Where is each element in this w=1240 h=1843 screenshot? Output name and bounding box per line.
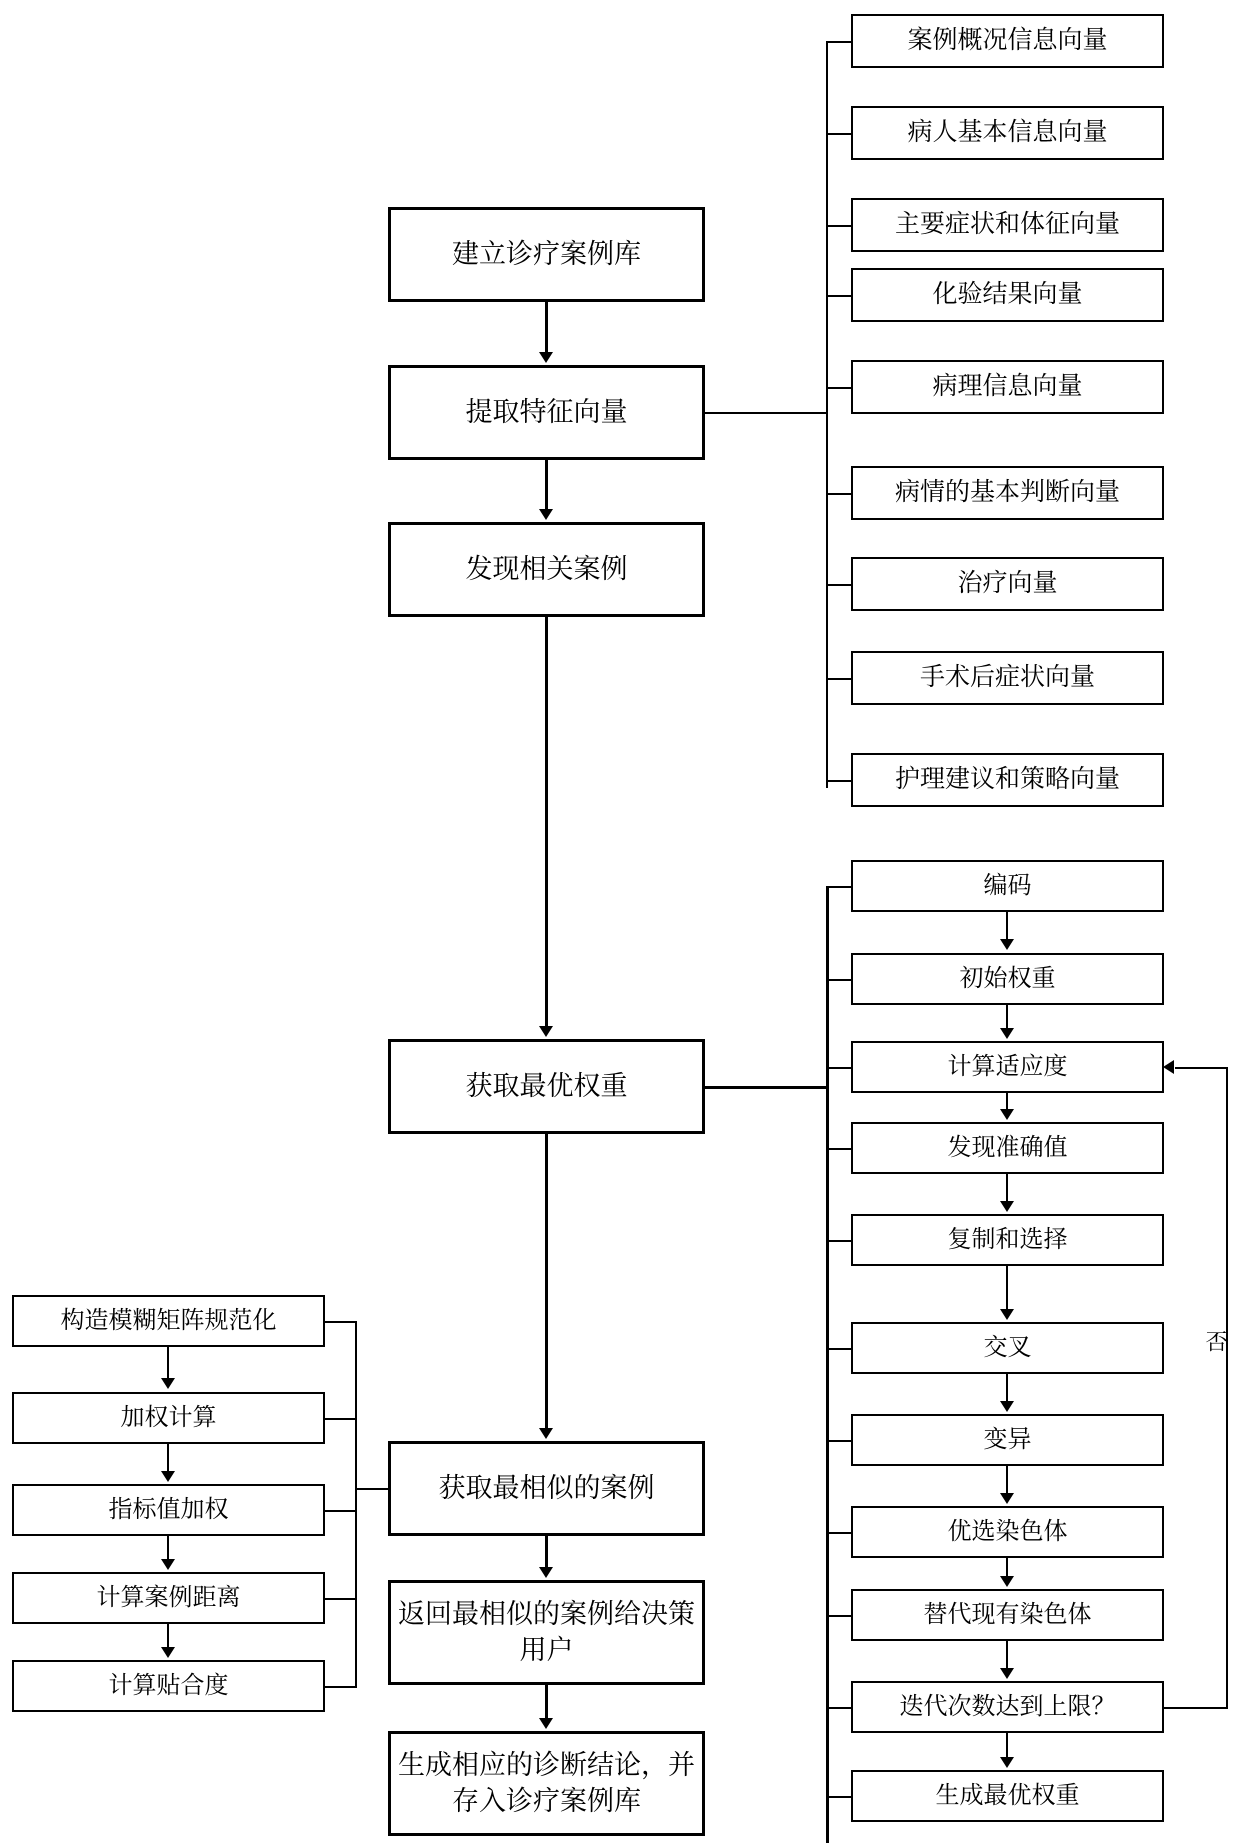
ga-connector-4-5 bbox=[1006, 1174, 1008, 1201]
ga-connector-7-8 bbox=[1006, 1466, 1008, 1493]
ga-stub-3 bbox=[826, 1067, 853, 1069]
node-generate-diagnosis: 生成相应的诊断结论，并存入诊疗案例库 bbox=[388, 1731, 705, 1836]
ga-connector-5-6 bbox=[1006, 1266, 1008, 1309]
ga-connector-10-11 bbox=[1006, 1733, 1008, 1757]
ga-connector-3-4 bbox=[1006, 1093, 1008, 1109]
sim-stub-2 bbox=[325, 1418, 357, 1420]
node-establish-case-base: 建立诊疗案例库 bbox=[388, 207, 705, 302]
arrow-m3-m4 bbox=[539, 1026, 553, 1037]
node-ga-iteration-limit: 迭代次数达到上限？ bbox=[851, 1681, 1164, 1733]
sim-connector-1-2 bbox=[167, 1347, 169, 1379]
node-feature-condition-judgment: 病情的基本判断向量 bbox=[851, 466, 1164, 520]
node-extract-feature-vector: 提取特征向量 bbox=[388, 365, 705, 460]
node-ga-encoding: 编码 bbox=[851, 860, 1164, 912]
ga-bus-stub-main bbox=[705, 1086, 829, 1089]
sim-arrow-3-4 bbox=[161, 1559, 175, 1570]
sim-arrow-4-5 bbox=[161, 1647, 175, 1658]
ga-arrow-8-9 bbox=[1000, 1576, 1014, 1587]
sim-connector-2-3 bbox=[167, 1444, 169, 1471]
node-sim-fuzzy-matrix: 构造模糊矩阵规范化 bbox=[12, 1295, 325, 1347]
ga-loop-arrow bbox=[1163, 1060, 1174, 1074]
node-ga-fitness: 计算适应度 bbox=[851, 1041, 1164, 1093]
connector-m2-m3 bbox=[545, 460, 548, 510]
arrow-m1-m2 bbox=[539, 352, 553, 363]
node-feature-patient-basic: 病人基本信息向量 bbox=[851, 106, 1164, 160]
sim-stub-3 bbox=[325, 1510, 357, 1512]
ga-stub-2 bbox=[826, 979, 853, 981]
ga-loop-top bbox=[1175, 1067, 1228, 1069]
ga-loop-bottom bbox=[1164, 1707, 1228, 1709]
ga-arrow-10-11 bbox=[1000, 1757, 1014, 1768]
ga-loop-label-no: 否 bbox=[1203, 1330, 1228, 1352]
node-feature-symptoms-signs: 主要症状和体征向量 bbox=[851, 198, 1164, 252]
node-feature-pathology: 病理信息向量 bbox=[851, 360, 1164, 414]
node-ga-replace-chromosome: 替代现有染色体 bbox=[851, 1589, 1164, 1641]
sim-arrow-1-2 bbox=[161, 1378, 175, 1389]
node-get-most-similar-case: 获取最相似的案例 bbox=[388, 1441, 705, 1536]
connector-m6-m7 bbox=[545, 1685, 548, 1719]
feature-stub-1 bbox=[826, 41, 853, 43]
connector-m1-m2 bbox=[545, 302, 548, 354]
ga-stub-5 bbox=[826, 1240, 853, 1242]
ga-arrow-9-10 bbox=[1000, 1668, 1014, 1679]
node-feature-nursing-advice: 护理建议和策略向量 bbox=[851, 753, 1164, 807]
sim-connector-3-4 bbox=[167, 1536, 169, 1559]
node-find-related-cases: 发现相关案例 bbox=[388, 522, 705, 617]
node-feature-post-surgery: 手术后症状向量 bbox=[851, 651, 1164, 705]
ga-loop-right bbox=[1226, 1067, 1228, 1709]
node-ga-initial-weight: 初始权重 bbox=[851, 953, 1164, 1005]
feature-stub-8 bbox=[826, 678, 853, 680]
connector-m3-m4 bbox=[545, 617, 548, 1027]
node-feature-case-overview: 案例概况信息向量 bbox=[851, 14, 1164, 68]
arrow-m6-m7 bbox=[539, 1718, 553, 1729]
node-ga-select-chromosome: 优选染色体 bbox=[851, 1506, 1164, 1558]
arrow-m4-m5 bbox=[539, 1428, 553, 1439]
ga-arrow-1-2 bbox=[1000, 939, 1014, 950]
sim-stub-1 bbox=[325, 1321, 357, 1323]
ga-bus-spine bbox=[826, 886, 829, 1843]
arrow-m5-m6 bbox=[539, 1567, 553, 1578]
ga-arrow-6-7 bbox=[1000, 1401, 1014, 1412]
sim-stub-4 bbox=[325, 1598, 357, 1600]
ga-connector-2-3 bbox=[1006, 1005, 1008, 1028]
node-feature-treatment: 治疗向量 bbox=[851, 557, 1164, 611]
feature-stub-4 bbox=[826, 295, 853, 297]
node-get-optimal-weight: 获取最优权重 bbox=[388, 1039, 705, 1134]
ga-stub-1 bbox=[826, 886, 853, 888]
sim-arrow-2-3 bbox=[161, 1471, 175, 1482]
node-ga-copy-select: 复制和选择 bbox=[851, 1214, 1164, 1266]
node-ga-crossover: 交叉 bbox=[851, 1322, 1164, 1374]
feature-stub-5 bbox=[826, 387, 853, 389]
ga-connector-8-9 bbox=[1006, 1558, 1008, 1576]
sim-bus-stub-main bbox=[355, 1488, 390, 1490]
feature-stub-9 bbox=[826, 780, 853, 782]
ga-arrow-5-6 bbox=[1000, 1309, 1014, 1320]
feature-stub-2 bbox=[826, 133, 853, 135]
ga-connector-1-2 bbox=[1006, 912, 1008, 940]
connector-m5-m6 bbox=[545, 1536, 548, 1568]
node-sim-case-distance: 计算案例距离 bbox=[12, 1572, 325, 1624]
node-ga-find-accuracy: 发现准确值 bbox=[851, 1122, 1164, 1174]
sim-stub-5 bbox=[325, 1686, 357, 1688]
arrow-m2-m3 bbox=[539, 509, 553, 520]
ga-connector-9-10 bbox=[1006, 1641, 1008, 1668]
ga-connector-6-7 bbox=[1006, 1374, 1008, 1401]
ga-stub-9 bbox=[826, 1615, 853, 1617]
node-sim-closeness: 计算贴合度 bbox=[12, 1660, 325, 1712]
feature-bus-spine bbox=[826, 41, 828, 788]
feature-stub-3 bbox=[826, 225, 853, 227]
sim-bus-spine bbox=[355, 1321, 357, 1686]
feature-stub-7 bbox=[826, 584, 853, 586]
connector-m4-m5 bbox=[545, 1134, 548, 1429]
ga-arrow-3-4 bbox=[1000, 1109, 1014, 1120]
node-sim-weighted-calc: 加权计算 bbox=[12, 1392, 325, 1444]
node-ga-mutation: 变异 bbox=[851, 1414, 1164, 1466]
sim-connector-4-5 bbox=[167, 1624, 169, 1647]
node-feature-lab-results: 化验结果向量 bbox=[851, 268, 1164, 322]
ga-stub-11 bbox=[826, 1796, 853, 1798]
feature-stub-6 bbox=[826, 493, 853, 495]
ga-stub-7 bbox=[826, 1440, 853, 1442]
ga-stub-10 bbox=[826, 1707, 853, 1709]
ga-arrow-7-8 bbox=[1000, 1493, 1014, 1504]
node-sim-index-weighting: 指标值加权 bbox=[12, 1484, 325, 1536]
node-return-case-to-user: 返回最相似的案例给决策用户 bbox=[388, 1580, 705, 1685]
ga-stub-4 bbox=[826, 1148, 853, 1150]
ga-arrow-4-5 bbox=[1000, 1201, 1014, 1212]
feature-bus-stub-main bbox=[705, 412, 828, 414]
ga-stub-6 bbox=[826, 1348, 853, 1350]
ga-arrow-2-3 bbox=[1000, 1028, 1014, 1039]
node-ga-generate-optimal-weight: 生成最优权重 bbox=[851, 1770, 1164, 1822]
ga-stub-8 bbox=[826, 1532, 853, 1534]
